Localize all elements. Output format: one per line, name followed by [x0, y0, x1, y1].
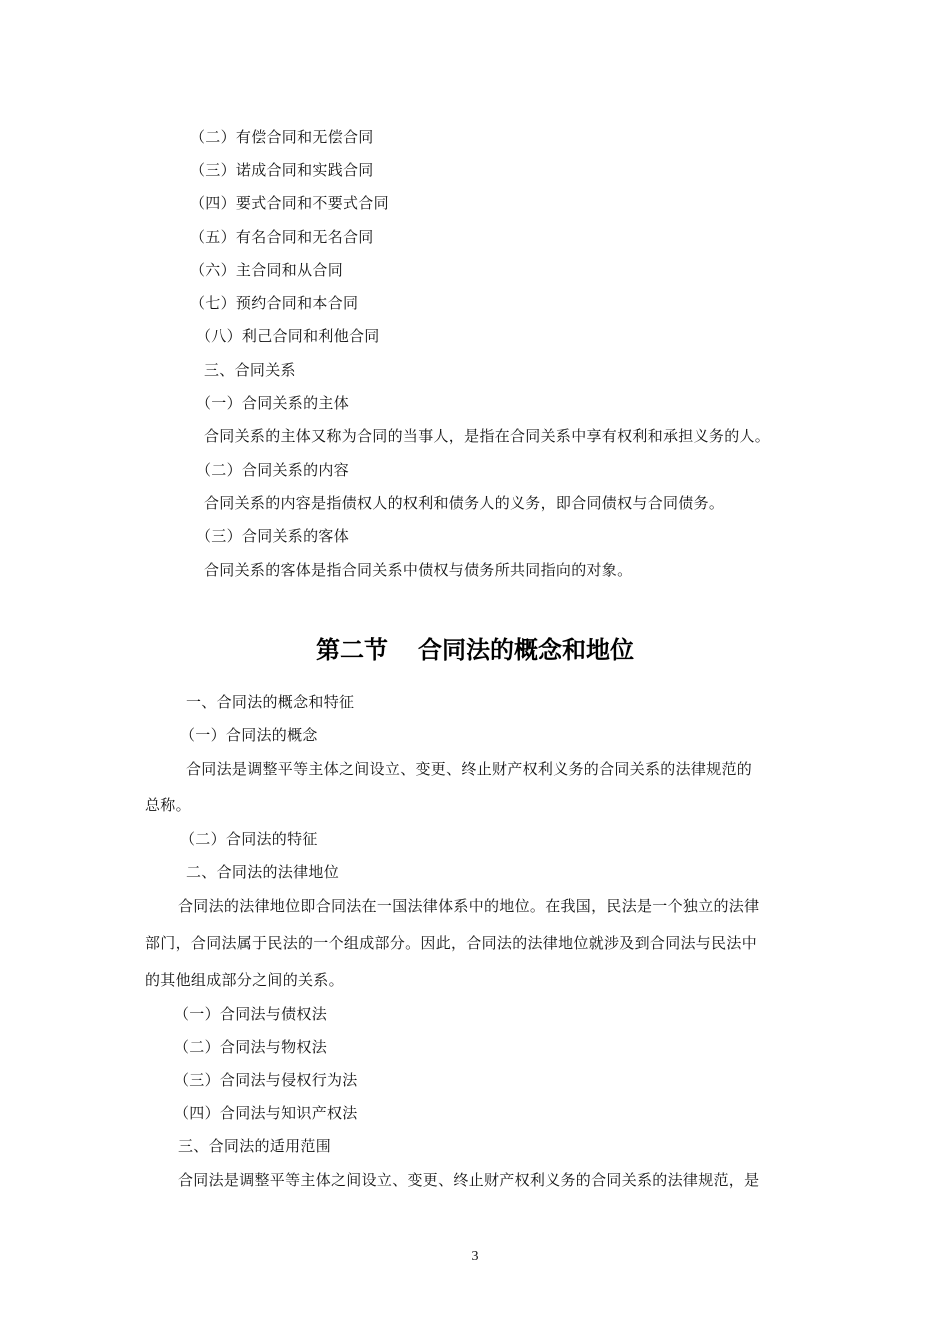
section-heading: [0, 634, 950, 666]
paragraph-line: 合同关系的内容是指债权人的权利和债务人的义务，即合同债权与合同债务。: [204, 494, 725, 512]
text-line: （二）合同法的特征: [180, 830, 318, 848]
text-line: 三、合同关系: [204, 361, 296, 379]
text-line: （二）合同法与物权法: [174, 1038, 328, 1056]
text-line: （一）合同法与债权法: [174, 1005, 328, 1023]
text-line: （四）要式合同和不要式合同: [190, 194, 389, 212]
paragraph-line: 合同关系的客体是指合同关系中债权与债务所共同指向的对象。: [204, 561, 633, 579]
paragraph-line: 合同法的法律地位即合同法在一国法律体系中的地位。在我国，民法是一个独立的法律: [178, 897, 760, 915]
paragraph-line: 部门，合同法属于民法的一个组成部分。因此，合同法的法律地位就涉及到合同法与民法中: [145, 934, 758, 952]
text-line: （八）利己合同和利他合同: [196, 327, 380, 345]
text-line: （三）合同关系的客体: [196, 527, 350, 545]
text-line: （二）有偿合同和无偿合同: [190, 128, 374, 146]
text-line: 二、合同法的法律地位: [186, 863, 340, 881]
text-line: （一）合同关系的主体: [196, 394, 350, 412]
text-line: （三）诺成合同和实践合同: [190, 161, 374, 179]
text-line: （一）合同法的概念: [180, 726, 318, 744]
text-line: （二）合同关系的内容: [196, 461, 350, 479]
text-line: （四）合同法与知识产权法: [174, 1104, 358, 1122]
paragraph-line: 总称。: [145, 796, 191, 814]
paragraph-line: 合同法是调整平等主体之间设立、变更、终止财产权利义务的合同关系的法律规范的: [186, 760, 753, 778]
paragraph-line: 合同法是调整平等主体之间设立、变更、终止财产权利义务的合同关系的法律规范，是: [178, 1171, 760, 1189]
paragraph-line: 合同关系的主体又称为合同的当事人，是指在合同关系中享有权利和承担义务的人。: [204, 427, 771, 445]
page-number: 3: [471, 1249, 479, 1264]
section-number: 第二节: [316, 636, 388, 664]
section-title: 合同法的概念和地位: [418, 636, 634, 664]
text-line: （六）主合同和从合同: [190, 261, 344, 279]
text-line: （七）预约合同和本合同: [190, 294, 359, 312]
text-line: 三、合同法的适用范围: [178, 1137, 332, 1155]
text-line: （五）有名合同和无名合同: [190, 228, 374, 246]
paragraph-line: 的其他组成部分之间的关系。: [145, 971, 344, 989]
text-line: 一、合同法的概念和特征: [186, 693, 355, 711]
text-line: （三）合同法与侵权行为法: [174, 1071, 358, 1089]
